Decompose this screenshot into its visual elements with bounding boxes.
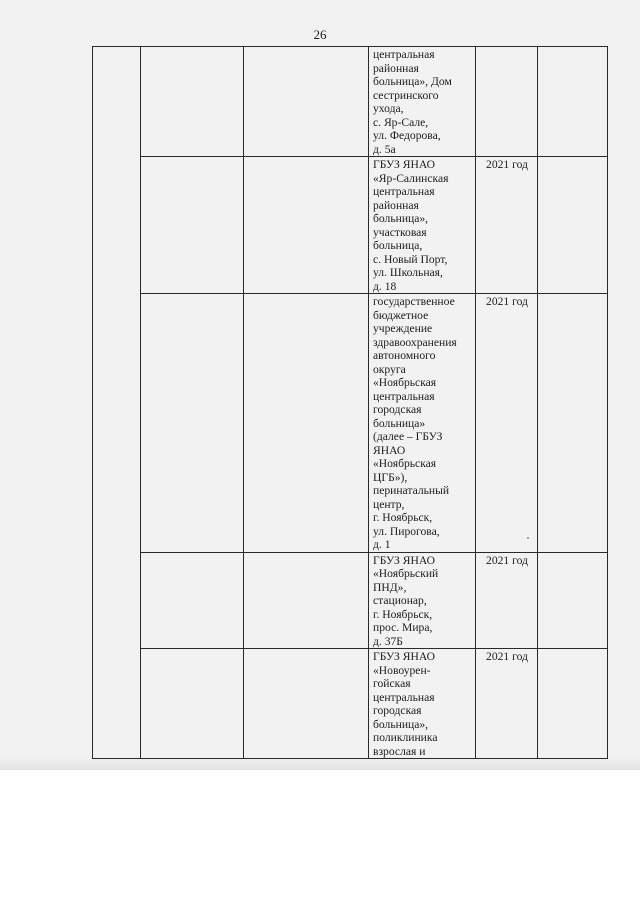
cell-facility: ГБУЗ ЯНАО «Новоурен- гойская центральная городская больница», поликлиника взрослая и	[369, 649, 476, 759]
cell-note	[538, 47, 608, 157]
cell-measure	[141, 552, 244, 649]
table-row	[93, 649, 608, 759]
cell-facility: ГБУЗ ЯНАО «Яр-Салинская центральная районная больница», участковая больница, с. Новый Порт, ул. Школьная, д. 18	[369, 157, 476, 294]
table-row	[93, 294, 608, 553]
cell-facility: центральная районная больница», Дом сестринского ухода, с. Яр-Сале, ул. Федорова, д. 5а	[369, 47, 476, 157]
cell-note	[538, 294, 608, 553]
cell-number	[93, 47, 141, 759]
cell-facility: ГБУЗ ЯНАО «Ноябрьский ПНД», стационар, г. Ноябрьск, прос. Мира, д. 37Б	[369, 552, 476, 649]
table-row	[93, 157, 608, 294]
table-row	[93, 47, 608, 157]
facilities-table	[92, 46, 608, 759]
cell-facility: государственное бюджетное учреждение здравоохранения автономного округа «Ноябрьская центральная городская больница» (далее – ГБУЗ ЯНАО «Ноябрьская ЦГБ»), перинатальный центр, г. Ноябрьск, ул. Пирогова, д. 1	[369, 294, 476, 553]
cell-note	[538, 552, 608, 649]
page-number: 26	[313, 27, 327, 42]
cell-description	[244, 47, 369, 157]
cell-year: 2021 год	[476, 649, 538, 759]
cell-description	[244, 552, 369, 649]
cell-year: 2021 год	[476, 294, 538, 553]
cell-note	[538, 649, 608, 759]
cell-year	[476, 47, 538, 157]
cell-year: 2021 год	[476, 157, 538, 294]
scan-speck	[527, 537, 529, 539]
cell-measure	[141, 47, 244, 157]
cell-measure	[141, 157, 244, 294]
cell-measure	[141, 649, 244, 759]
cell-note	[538, 157, 608, 294]
cell-measure	[141, 294, 244, 553]
cell-description	[244, 294, 369, 553]
cell-description	[244, 649, 369, 759]
cell-description	[244, 157, 369, 294]
cell-year: 2021 год	[476, 552, 538, 649]
table-row	[93, 552, 608, 649]
